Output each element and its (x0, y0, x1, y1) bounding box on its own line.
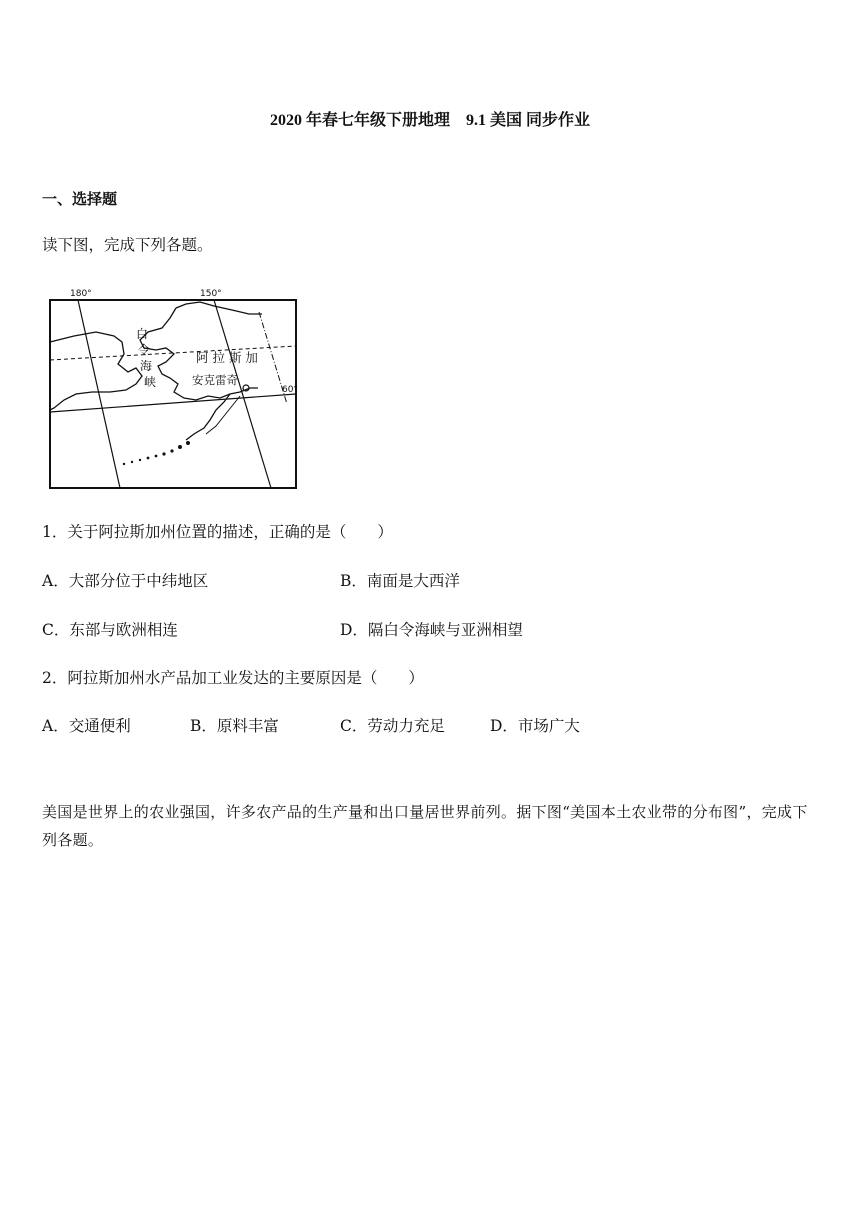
q2-option-c[interactable]: C．劳动力充足 (340, 717, 445, 735)
q1-option-b[interactable]: B．南面是大西洋 (340, 572, 460, 590)
question-1-stem: 1．关于阿拉斯加州位置的描述，正确的是（ ） (42, 523, 393, 541)
bering-label-3: 海 (140, 359, 153, 373)
question-2-stem: 2．阿拉斯加州水产品加工业发达的主要原因是（ ） (42, 669, 424, 687)
lon-label-180: 180° (70, 289, 92, 299)
alaska-label: 阿 拉 斯 加 (196, 350, 258, 365)
bering-label-2: 令 (138, 343, 151, 357)
page-title: 2020 年春七年级下册地理 9.1 美国 同步作业 (269, 112, 590, 129)
aleutian-islands (123, 441, 190, 465)
anchorage-label: 安克雷奇 (192, 373, 238, 387)
lat-label-60: 60° (282, 385, 298, 395)
lon-label-150: 150° (200, 289, 222, 299)
alaska-map (44, 284, 300, 490)
intro-text: 读下图，完成下列各题。 (42, 236, 213, 254)
q1-option-d[interactable]: D．隔白令海峡与亚洲相望 (340, 621, 523, 639)
q2-option-b[interactable]: B．原料丰富 (190, 717, 279, 735)
alaska-map-figure (44, 284, 300, 490)
q1-option-c[interactable]: C．东部与欧洲相连 (42, 621, 178, 639)
q2-option-d[interactable]: D．市场广大 (490, 717, 580, 735)
q2-option-a[interactable]: A．交通便利 (42, 717, 131, 735)
section-heading: 一、选择题 (42, 190, 118, 208)
agriculture-paragraph: 美国是世界上的农业强国，许多农产品的生产量和出口量居世界前列。据下图“美国本土农业带的分布图”，完成下列各题。 (42, 803, 808, 849)
bering-label-1: 白 (136, 327, 149, 341)
q1-option-a[interactable]: A．大部分位于中纬地区 (42, 572, 209, 590)
bering-label-4: 峡 (144, 375, 157, 389)
